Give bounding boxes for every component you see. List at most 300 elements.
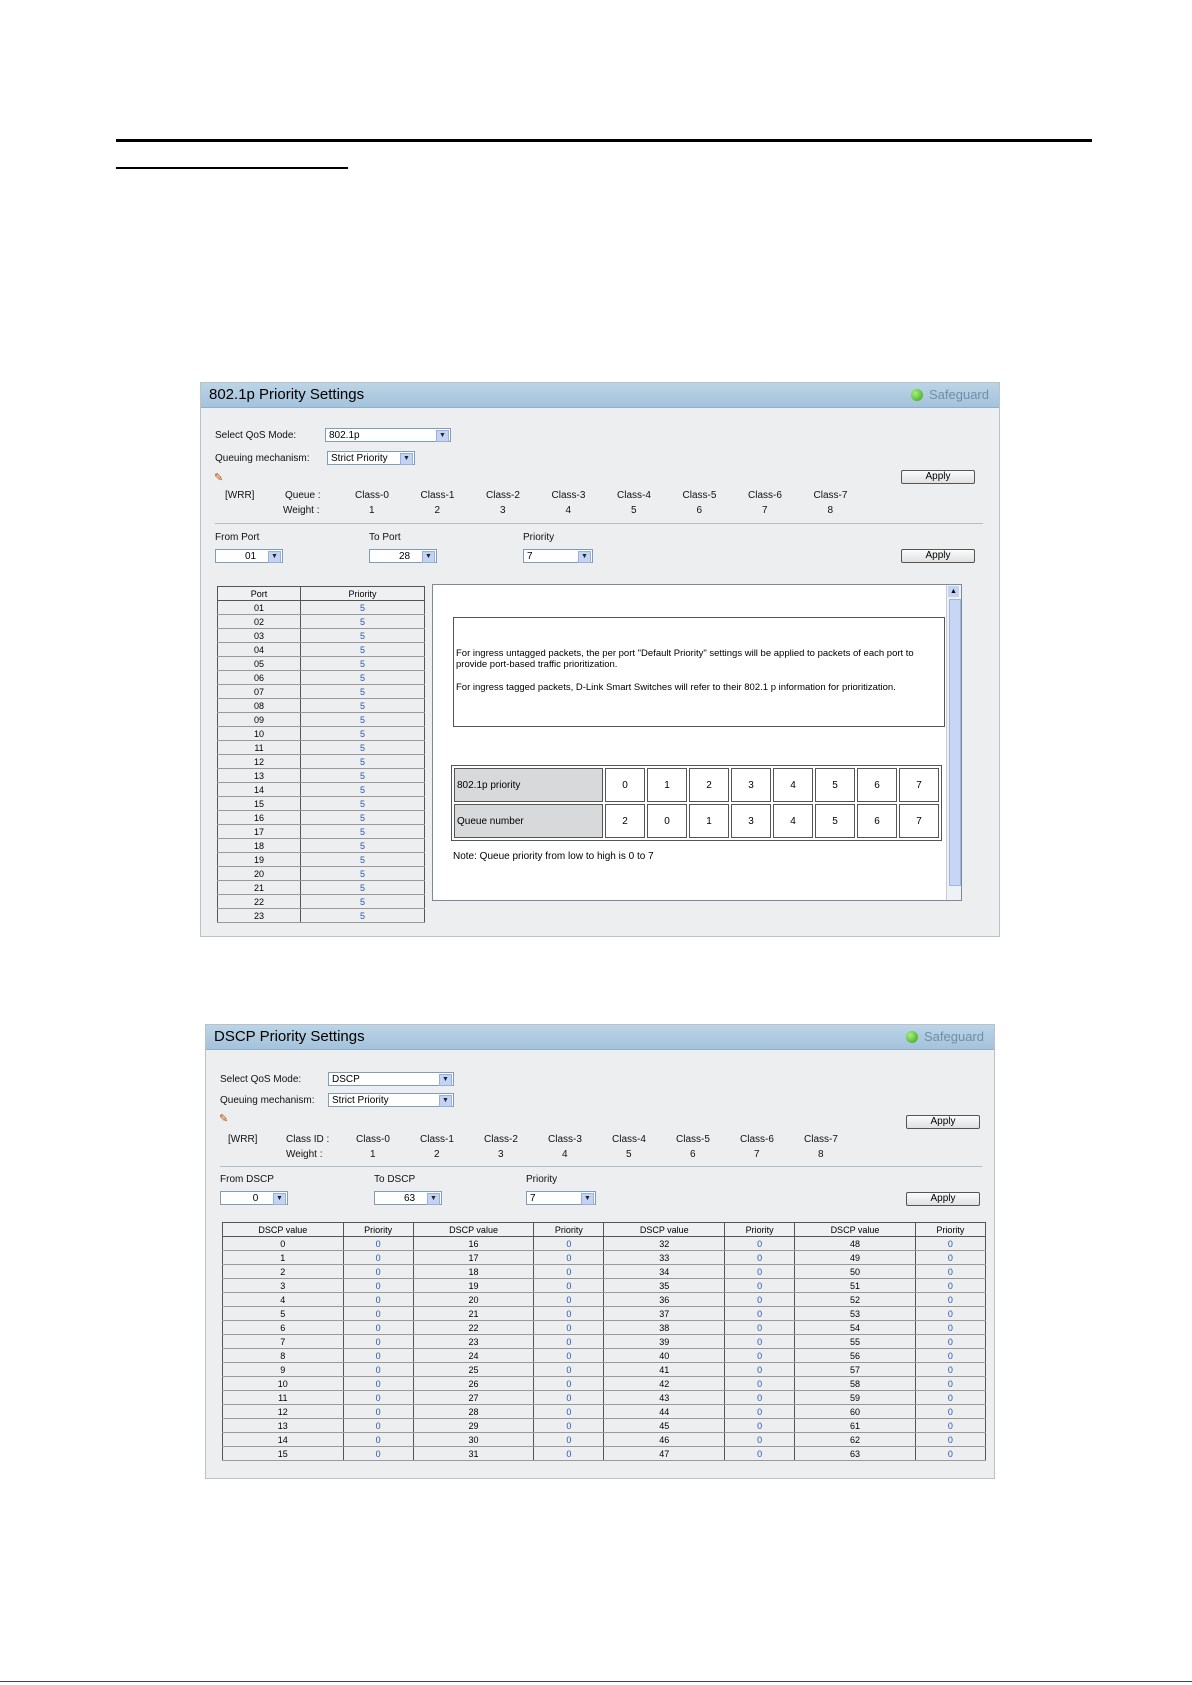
dscp-value-cell: 20 — [413, 1293, 534, 1307]
column-header-dscp-value: DSCP value — [795, 1223, 916, 1237]
dscp-value-cell: 34 — [604, 1265, 725, 1279]
class-label: Class-3 — [548, 1134, 582, 1145]
priority-label: Priority — [523, 532, 555, 543]
dscp-value-cell: 38 — [604, 1321, 725, 1335]
priority-cell: 5 — [301, 601, 425, 615]
priority-value: 7 — [527, 551, 533, 562]
priority-cell: 5 — [301, 825, 425, 839]
priority-cell: 0 — [534, 1405, 604, 1419]
class-id-label: Class ID : — [286, 1134, 330, 1145]
to-dscp-dropdown[interactable] — [374, 1191, 442, 1205]
dscp-value-cell: 47 — [604, 1447, 725, 1461]
table-row — [218, 825, 425, 839]
class-label: Class-2 — [486, 490, 520, 501]
table-row — [223, 1405, 986, 1419]
dscp-value-cell: 36 — [604, 1293, 725, 1307]
priority-cell: 0 — [725, 1349, 795, 1363]
chevron-down-icon: ▼ — [400, 453, 413, 465]
table-row — [218, 685, 425, 699]
info-text-untagged: For ingress untagged packets, the per port "Default Priority" settings will be applied to packets of each port to provide port-based traffic prioritization. — [456, 648, 914, 670]
priority-cell: 0 — [915, 1363, 985, 1377]
divider — [220, 1166, 982, 1167]
table-row — [218, 867, 425, 881]
table-row — [218, 699, 425, 713]
table-row — [218, 671, 425, 685]
footer-rule — [0, 1681, 1192, 1682]
weight-label: Weight : — [283, 505, 320, 516]
table-row — [218, 755, 425, 769]
dscp-value-cell: 55 — [795, 1335, 916, 1349]
status-dot-icon — [911, 389, 923, 401]
dscp-value-cell: 5 — [223, 1307, 344, 1321]
priority-cell: 0 — [343, 1363, 413, 1377]
dscp-value-cell: 19 — [413, 1279, 534, 1293]
dscp-value-cell: 44 — [604, 1405, 725, 1419]
weight-value: 5 — [631, 505, 637, 516]
queue-number-cell: 4 — [773, 804, 813, 838]
dscp-value-cell: 28 — [413, 1405, 534, 1419]
priority-cell: 0 — [534, 1265, 604, 1279]
priority-cell: 0 — [534, 1279, 604, 1293]
dscp-value-cell: 56 — [795, 1349, 916, 1363]
panel-header — [201, 383, 999, 408]
safeguard-indicator — [906, 1029, 984, 1044]
priority-cell: 0 — [534, 1377, 604, 1391]
column-header-port: Port — [218, 587, 301, 601]
dscp-value-cell: 7 — [223, 1335, 344, 1349]
priority-cell: 0 — [534, 1363, 604, 1377]
class-label: Class-0 — [355, 490, 389, 501]
priority-cell: 0 — [915, 1405, 985, 1419]
dscp-value-cell: 32 — [604, 1237, 725, 1251]
dscp-value-cell: 41 — [604, 1363, 725, 1377]
dscp-priority-table — [222, 1222, 986, 1461]
table-row — [218, 839, 425, 853]
priority-label: Priority — [526, 1174, 558, 1185]
apply-button-queuing[interactable]: Apply — [906, 1115, 980, 1129]
row-label-queue-number: Queue number — [454, 804, 603, 838]
weight-label: Weight : — [286, 1149, 323, 1160]
priority-cell: 5 — [301, 895, 425, 909]
table-row — [218, 657, 425, 671]
priority-cell: 5 — [301, 769, 425, 783]
table-row — [218, 909, 425, 923]
port-cell: 06 — [218, 671, 301, 685]
priority-value-cell: 5 — [815, 768, 855, 802]
weight-value: 2 — [434, 505, 441, 516]
priority-value-cell: 0 — [605, 768, 645, 802]
weight-value: 7 — [762, 505, 768, 516]
weight-value: 6 — [690, 1149, 696, 1160]
scrollbar-thumb[interactable] — [949, 599, 961, 886]
chevron-down-icon: ▼ — [273, 1193, 286, 1205]
table-row — [218, 881, 425, 895]
priority-cell: 0 — [534, 1237, 604, 1251]
queuing-mechanism-dropdown[interactable] — [328, 1093, 454, 1107]
table-row — [218, 629, 425, 643]
chevron-down-icon: ▼ — [439, 1074, 452, 1086]
priority-value-cell: 3 — [731, 768, 771, 802]
dscp-value-cell: 27 — [413, 1391, 534, 1405]
row-label-8021p-priority: 802.1p priority — [454, 768, 603, 802]
port-cell: 03 — [218, 629, 301, 643]
queue-number-cell: 5 — [815, 804, 855, 838]
queue-number-cell: 0 — [647, 804, 687, 838]
from-port-dropdown[interactable] — [215, 549, 283, 563]
weight-value: 1 — [370, 1149, 376, 1160]
queue-number-cell: 2 — [605, 804, 645, 838]
priority-cell: 0 — [915, 1279, 985, 1293]
info-text-box — [453, 617, 945, 727]
dscp-value-cell: 54 — [795, 1321, 916, 1335]
dscp-value-cell: 15 — [223, 1447, 344, 1461]
from-port-value: 01 — [244, 551, 257, 562]
weight-value: 8 — [827, 505, 834, 516]
priority-cell: 5 — [301, 629, 425, 643]
wrr-label: [WRR] — [225, 490, 255, 501]
dscp-value-cell: 57 — [795, 1363, 916, 1377]
dscp-value-cell: 40 — [604, 1349, 725, 1363]
dscp-value-cell: 22 — [413, 1321, 534, 1335]
class-label: Class-4 — [617, 490, 651, 501]
select-qos-mode-label: Select QoS Mode: — [215, 430, 297, 441]
table-row — [223, 1265, 986, 1279]
priority-cell: 5 — [301, 615, 425, 629]
priority-cell: 0 — [915, 1251, 985, 1265]
priority-cell: 0 — [534, 1321, 604, 1335]
chevron-down-icon: ▼ — [427, 1193, 440, 1205]
dscp-value-cell: 29 — [413, 1419, 534, 1433]
weight-value: 4 — [562, 1149, 568, 1160]
table-row — [223, 1321, 986, 1335]
port-cell: 02 — [218, 615, 301, 629]
priority-dropdown[interactable] — [526, 1191, 596, 1205]
priority-cell: 0 — [343, 1405, 413, 1419]
table-row — [223, 1377, 986, 1391]
dscp-value-cell: 35 — [604, 1279, 725, 1293]
port-cell: 05 — [218, 657, 301, 671]
priority-cell: 5 — [301, 741, 425, 755]
scroll-up-icon[interactable]: ▲ — [948, 586, 959, 597]
dscp-value-cell: 9 — [223, 1363, 344, 1377]
priority-cell: 0 — [534, 1447, 604, 1461]
queue-number-cell: 6 — [857, 804, 897, 838]
priority-cell: 0 — [343, 1377, 413, 1391]
priority-cell: 0 — [534, 1391, 604, 1405]
dscp-value-cell: 42 — [604, 1377, 725, 1391]
priority-cell: 0 — [534, 1251, 604, 1265]
dscp-value-cell: 62 — [795, 1433, 916, 1447]
dscp-value-cell: 26 — [413, 1377, 534, 1391]
safeguard-indicator — [911, 387, 989, 402]
column-header-priority: Priority — [343, 1223, 413, 1237]
queuing-mechanism-label: Queuing mechanism: — [215, 453, 310, 464]
priority-cell: 0 — [915, 1293, 985, 1307]
apply-button-queuing[interactable]: Apply — [901, 470, 975, 484]
priority-dropdown[interactable] — [523, 549, 593, 563]
class-label: Class-1 — [420, 490, 455, 501]
pencil-icon: ✎ — [219, 1113, 229, 1125]
dscp-value-cell: 3 — [223, 1279, 344, 1293]
safeguard-label: Safeguard — [929, 387, 989, 402]
status-dot-icon — [906, 1031, 918, 1043]
port-cell: 14 — [218, 783, 301, 797]
wrr-label: [WRR] — [228, 1134, 258, 1145]
dscp-value-cell: 18 — [413, 1265, 534, 1279]
info-pane-scrollbar[interactable] — [946, 585, 961, 900]
select-qos-mode-dropdown[interactable] — [328, 1072, 454, 1086]
table-row — [218, 713, 425, 727]
weight-value: 3 — [498, 1149, 504, 1160]
port-cell: 08 — [218, 699, 301, 713]
priority-cell: 5 — [301, 755, 425, 769]
queuing-mechanism-dropdown[interactable] — [327, 451, 415, 465]
priority-cell: 0 — [915, 1237, 985, 1251]
priority-cell: 0 — [343, 1433, 413, 1447]
queuing-mechanism-value: Strict Priority — [332, 1095, 389, 1106]
select-qos-mode-dropdown[interactable] — [325, 428, 451, 442]
priority-cell: 5 — [301, 685, 425, 699]
port-cell: 17 — [218, 825, 301, 839]
dscp-value-cell: 12 — [223, 1405, 344, 1419]
dscp-value-cell: 17 — [413, 1251, 534, 1265]
priority-cell: 5 — [301, 783, 425, 797]
priority-cell: 5 — [301, 727, 425, 741]
priority-cell: 5 — [301, 713, 425, 727]
port-cell: 19 — [218, 853, 301, 867]
priority-cell: 0 — [915, 1433, 985, 1447]
table-row — [454, 768, 939, 802]
port-cell: 22 — [218, 895, 301, 909]
priority-cell: 5 — [301, 881, 425, 895]
class-label: Class-3 — [551, 490, 586, 501]
queue-number-cell: 7 — [899, 804, 939, 838]
dscp-value-cell: 14 — [223, 1433, 344, 1447]
class-label: Class-7 — [804, 1134, 838, 1145]
port-cell: 10 — [218, 727, 301, 741]
dscp-value-cell: 1 — [223, 1251, 344, 1265]
priority-cell: 0 — [343, 1447, 413, 1461]
dscp-value-cell: 6 — [223, 1321, 344, 1335]
weight-value: 8 — [818, 1149, 824, 1160]
port-cell: 23 — [218, 909, 301, 923]
dscp-value-cell: 2 — [223, 1265, 344, 1279]
port-cell: 13 — [218, 769, 301, 783]
port-cell: 20 — [218, 867, 301, 881]
dscp-value-cell: 43 — [604, 1391, 725, 1405]
class-label: Class-4 — [612, 1134, 646, 1145]
priority-cell: 5 — [301, 839, 425, 853]
priority-cell: 5 — [301, 671, 425, 685]
dscp-value-cell: 63 — [795, 1447, 916, 1461]
dscp-value-cell: 59 — [795, 1391, 916, 1405]
dscp-value-cell: 23 — [413, 1335, 534, 1349]
table-row — [223, 1279, 986, 1293]
dscp-value-cell: 49 — [795, 1251, 916, 1265]
priority-value-cell: 1 — [647, 768, 687, 802]
queuing-mechanism-label: Queuing mechanism: — [220, 1095, 315, 1106]
table-row — [223, 1419, 986, 1433]
priority-cell: 0 — [725, 1419, 795, 1433]
table-row — [218, 783, 425, 797]
dscp-value-cell: 13 — [223, 1419, 344, 1433]
from-dscp-dropdown[interactable] — [220, 1191, 288, 1205]
priority-cell: 0 — [915, 1265, 985, 1279]
weight-value: 6 — [696, 505, 703, 516]
table-row — [218, 741, 425, 755]
priority-queue-mapping-table — [451, 765, 942, 841]
apply-button-port-priority[interactable]: Apply — [901, 549, 975, 563]
table-row — [218, 601, 425, 615]
class-label: Class-1 — [420, 1134, 454, 1145]
priority-cell: 0 — [725, 1405, 795, 1419]
priority-cell: 0 — [915, 1391, 985, 1405]
port-cell: 16 — [218, 811, 301, 825]
priority-cell: 5 — [301, 811, 425, 825]
weight-value: 4 — [565, 505, 572, 516]
priority-cell: 0 — [725, 1307, 795, 1321]
priority-cell: 0 — [915, 1307, 985, 1321]
column-header-dscp-value: DSCP value — [413, 1223, 534, 1237]
panel-title: DSCP Priority Settings — [214, 1028, 365, 1045]
class-label: Class-5 — [676, 1134, 710, 1145]
column-header-priority: Priority — [534, 1223, 604, 1237]
weight-value: 7 — [754, 1149, 760, 1160]
top-rule — [116, 139, 1092, 142]
dscp-value-cell: 8 — [223, 1349, 344, 1363]
from-dscp-label: From DSCP — [220, 1174, 274, 1185]
priority-cell: 5 — [301, 797, 425, 811]
weight-value: 5 — [626, 1149, 632, 1160]
heading-underline — [116, 167, 348, 169]
table-row — [223, 1433, 986, 1447]
priority-cell: 0 — [725, 1377, 795, 1391]
table-row — [218, 769, 425, 783]
table-row — [218, 643, 425, 657]
class-label: Class-6 — [740, 1134, 774, 1145]
panel-header — [206, 1025, 994, 1050]
to-port-dropdown[interactable] — [369, 549, 437, 563]
table-row — [218, 615, 425, 629]
queue-number-cell: 1 — [689, 804, 729, 838]
priority-cell: 5 — [301, 909, 425, 923]
priority-cell: 0 — [343, 1321, 413, 1335]
to-port-value: 28 — [398, 551, 411, 562]
queue-priority-note: Note: Queue priority from low to high is 0 to 7 — [453, 851, 654, 862]
priority-cell: 0 — [725, 1447, 795, 1461]
panel-title: 802.1p Priority Settings — [209, 386, 365, 403]
priority-value-cell: 6 — [857, 768, 897, 802]
to-dscp-label: To DSCP — [374, 1174, 416, 1185]
priority-cell: 0 — [534, 1349, 604, 1363]
class-label: Class-0 — [356, 1134, 390, 1145]
chevron-down-icon: ▼ — [268, 551, 281, 563]
dscp-value-cell: 31 — [413, 1447, 534, 1461]
dscp-value-cell: 21 — [413, 1307, 534, 1321]
priority-cell: 0 — [343, 1251, 413, 1265]
priority-cell: 0 — [343, 1293, 413, 1307]
port-cell: 15 — [218, 797, 301, 811]
dscp-value-cell: 4 — [223, 1293, 344, 1307]
priority-cell: 0 — [725, 1265, 795, 1279]
priority-cell: 5 — [301, 699, 425, 713]
priority-cell: 0 — [725, 1321, 795, 1335]
table-row — [218, 853, 425, 867]
column-header-dscp-value: DSCP value — [223, 1223, 344, 1237]
weight-value: 3 — [500, 505, 506, 516]
priority-cell: 5 — [301, 657, 425, 671]
port-cell: 04 — [218, 643, 301, 657]
queuing-mechanism-value: Strict Priority — [331, 453, 388, 464]
priority-cell: 5 — [301, 643, 425, 657]
priority-cell: 0 — [534, 1293, 604, 1307]
port-cell: 21 — [218, 881, 301, 895]
priority-cell: 0 — [725, 1363, 795, 1377]
port-cell: 07 — [218, 685, 301, 699]
dscp-value-cell: 50 — [795, 1265, 916, 1279]
from-port-label: From Port — [215, 532, 260, 543]
dscp-value-cell: 0 — [223, 1237, 344, 1251]
table-row — [223, 1307, 986, 1321]
select-qos-mode-value: 802.1p — [329, 430, 360, 441]
priority-cell: 0 — [343, 1279, 413, 1293]
priority-cell: 0 — [725, 1279, 795, 1293]
table-row — [223, 1293, 986, 1307]
priority-value: 7 — [530, 1193, 536, 1204]
dscp-value-cell: 11 — [223, 1391, 344, 1405]
column-header-priority: Priority — [915, 1223, 985, 1237]
priority-cell: 0 — [534, 1335, 604, 1349]
priority-cell: 5 — [301, 853, 425, 867]
queue-label: Queue : — [285, 490, 321, 501]
table-row — [218, 895, 425, 909]
dscp-value-cell: 37 — [604, 1307, 725, 1321]
priority-cell: 0 — [343, 1237, 413, 1251]
safeguard-label: Safeguard — [924, 1029, 984, 1044]
dscp-value-cell: 25 — [413, 1363, 534, 1377]
dscp-value-cell: 53 — [795, 1307, 916, 1321]
chevron-down-icon: ▼ — [578, 551, 591, 563]
priority-value-cell: 2 — [689, 768, 729, 802]
class-label: Class-5 — [682, 490, 717, 501]
table-row — [218, 797, 425, 811]
table-row — [223, 1391, 986, 1405]
dscp-value-cell: 24 — [413, 1349, 534, 1363]
class-label: Class-7 — [813, 490, 848, 501]
priority-cell: 0 — [343, 1391, 413, 1405]
priority-cell: 0 — [725, 1335, 795, 1349]
weight-value: 1 — [369, 505, 375, 516]
dscp-value-cell: 45 — [604, 1419, 725, 1433]
priority-cell: 0 — [343, 1307, 413, 1321]
priority-cell: 0 — [725, 1251, 795, 1265]
apply-button-dscp-priority[interactable]: Apply — [906, 1192, 980, 1206]
priority-cell: 0 — [534, 1307, 604, 1321]
column-header-priority: Priority — [301, 587, 425, 601]
dscp-value-cell: 52 — [795, 1293, 916, 1307]
table-row — [223, 1251, 986, 1265]
dscp-value-cell: 48 — [795, 1237, 916, 1251]
table-row — [223, 1237, 986, 1251]
port-cell: 12 — [218, 755, 301, 769]
priority-cell: 5 — [301, 867, 425, 881]
column-header-priority: Priority — [725, 1223, 795, 1237]
priority-cell: 0 — [725, 1293, 795, 1307]
table-row — [223, 1363, 986, 1377]
priority-cell: 0 — [534, 1433, 604, 1447]
port-cell: 11 — [218, 741, 301, 755]
priority-cell: 0 — [725, 1391, 795, 1405]
